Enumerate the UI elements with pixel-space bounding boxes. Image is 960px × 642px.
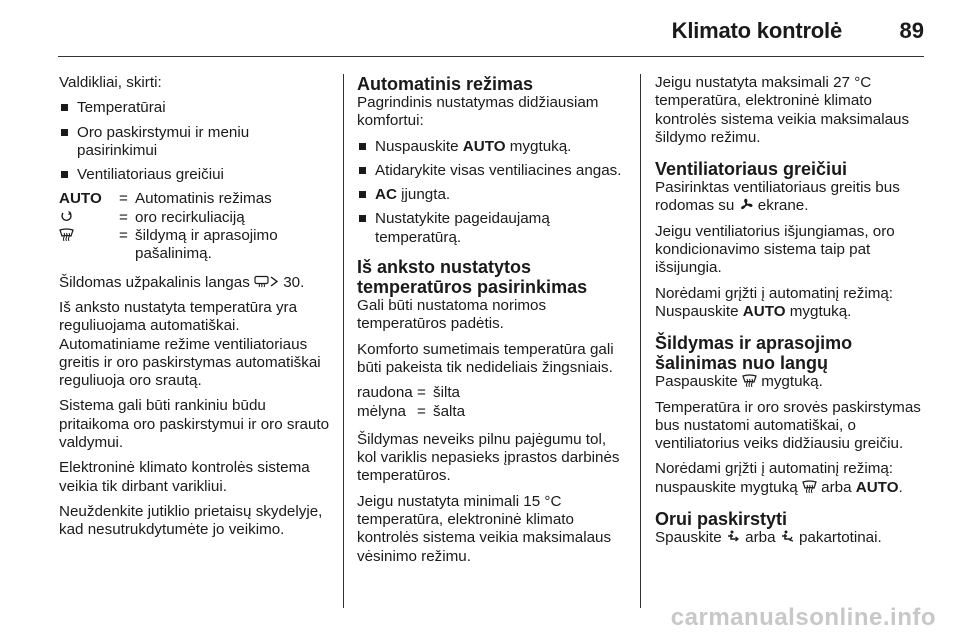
legend-value: šilta	[433, 384, 461, 402]
text: mygtuką.	[756, 373, 823, 391]
heading-defrost	[655, 333, 927, 373]
auto-label: AUTO	[742, 302, 786, 320]
fan-icon	[739, 198, 754, 211]
watermark: carmanualsonline.info	[670, 604, 936, 631]
rear-window-paragraph	[59, 274, 331, 292]
rear-window-heater-icon	[254, 275, 269, 288]
auto-label: AUTO	[462, 137, 506, 155]
paragraph	[655, 373, 927, 391]
page-reference-arrow-icon	[269, 275, 279, 288]
text: Norėdami grįžti į automatinį režimą: nuspauskite mygtuką	[655, 460, 894, 496]
windshield-defrost-icon	[802, 480, 817, 493]
heading-air-distribution: Orui paskirstyti	[655, 509, 788, 530]
text: Norėdami grįžti į automatinį režimą: Nuspauskite	[655, 284, 894, 320]
recirculation-icon	[59, 210, 74, 223]
text: Šildymas ir aprasojimo	[655, 333, 853, 354]
legend-row	[357, 403, 629, 421]
heading-automatic-mode: Automatinis režimas	[357, 74, 534, 94]
legend-row-defrost	[59, 227, 331, 264]
text: arba	[816, 478, 856, 496]
text: arba	[740, 529, 780, 547]
legend-key	[59, 209, 119, 227]
legend-eq: =	[119, 227, 128, 245]
text: temperatūros pasirinkimas	[357, 277, 588, 298]
column-divider-1	[343, 74, 344, 608]
paragraph: Komforto sumetimais temperatūra gali būti pakeista tik nedideliais žingsniais.	[357, 340, 614, 376]
legend-value: oro recirkuliaciją	[135, 208, 245, 226]
column-2	[357, 74, 629, 573]
legend-eq: =	[119, 190, 128, 208]
text: Šildomas užpakalinis langas	[59, 273, 255, 291]
legend-key	[59, 227, 119, 264]
list-item: Nustatykite pageidaujamą temperatūrą.	[357, 210, 629, 247]
color-legend	[357, 384, 629, 421]
paragraph: Neuždenkite jutiklio prietaisų skydelyje, kad nesutrukdytumėte jo veikimo.	[59, 502, 323, 539]
column-divider-2	[640, 74, 641, 608]
legend-key: AUTO	[59, 190, 102, 208]
text: pakartotinai.	[794, 529, 882, 547]
text: Nuspauskite	[375, 137, 463, 155]
text: mygtuką.	[785, 302, 852, 320]
page-number: 89	[899, 18, 924, 43]
text: 30.	[279, 273, 305, 291]
text: Spauskite	[655, 529, 726, 547]
heading-fan-speed: Ventiliatoriaus greičiui	[655, 159, 848, 180]
paragraph: Šildymas neveiks pilnu pajėgumu tol, kol variklis nepasieks įprastos darbinės temperatūros.	[357, 430, 620, 485]
list-item: Oro paskirstymui ir meniu pasirinkimui	[59, 124, 331, 161]
controls-intro: Valdikliai, skirti:	[59, 74, 162, 91]
controls-list	[59, 99, 331, 184]
auto-label: AUTO	[855, 478, 899, 496]
windshield-defrost-icon	[59, 228, 74, 241]
legend-key: raudona	[357, 384, 413, 402]
paragraph: Temperatūra ir oro srovės paskirstymas bus nustatomi automatiškai, o ventiliatorius veiks didžiausiu greičiu.	[655, 398, 921, 453]
ac-label: AC	[375, 186, 397, 204]
paragraph: Gali būti nustatoma norimos temperatūros padėtis.	[357, 297, 547, 333]
legend-key: mėlyna	[357, 402, 406, 420]
paragraph: Elektroninė klimato kontrolės sistema veikia tik dirbant varikliui.	[59, 459, 310, 495]
paragraph	[655, 179, 927, 216]
list-item: Atidarykite visas ventiliacines angas.	[357, 162, 629, 180]
air-distribution-icon	[726, 530, 741, 543]
header-divider	[58, 56, 924, 57]
symbol-legend	[59, 190, 331, 263]
automatic-mode-list	[357, 138, 629, 247]
paragraph	[655, 460, 927, 497]
list-item	[357, 186, 629, 204]
paragraph: Jeigu nustatyta maksimali 27 °C temperatūra, elektroninė klimato kontrolės sistema veikia maksimalaus šildymo režimu.	[655, 74, 910, 146]
legend-eq: =	[119, 208, 128, 226]
paragraph	[655, 529, 927, 547]
text: Paspauskite	[655, 373, 742, 391]
list-item	[357, 138, 629, 156]
text: .	[898, 478, 903, 496]
page-header	[0, 0, 960, 58]
text: šalinimas nuo langų	[655, 353, 829, 374]
column-1	[59, 74, 331, 547]
legend-row-recirculation	[59, 209, 331, 227]
paragraph	[655, 285, 927, 322]
text: ekrane.	[753, 197, 809, 215]
windshield-defrost-icon	[742, 374, 757, 387]
legend-value: šildymą ir aprasojimo pašalinimą.	[135, 227, 278, 263]
paragraph: Pagrindinis nustatymas didžiausiam komfortui:	[357, 94, 599, 130]
text: Pasirinktas ventiliatoriaus greitis bus rodomas su	[655, 179, 900, 215]
air-distribution-icon	[780, 530, 795, 543]
legend-row	[357, 384, 629, 402]
page-title: Klimato kontrolė	[671, 18, 842, 43]
paragraph: Jeigu nustatyta minimali 15 °C temperatūra, elektroninė klimato kontrolės sistema veikia maksimalaus vėsinimo režimu.	[357, 492, 612, 565]
legend-eq: =	[417, 402, 426, 420]
legend-value: Automatinis režimas	[135, 190, 272, 208]
legend-eq: =	[417, 384, 426, 402]
column-3	[655, 74, 927, 554]
paragraph: Iš anksto nustatyta temperatūra yra reguliuojama automatiškai. Automatiniame režime ventiliatoriaus greitis ir oro paskirstymas automatiškai reguliuoja oro srautą.	[59, 298, 321, 390]
text: įjungta.	[396, 186, 451, 204]
list-item: Ventiliatoriaus greičiui	[59, 166, 331, 184]
legend-row-auto	[59, 190, 331, 208]
paragraph: Jeigu ventiliatorius išjungiamas, oro kondicionavimo sistema taip pat išsijungia.	[655, 222, 895, 277]
paragraph: Sistema gali būti rankiniu būdu pritaikoma oro paskirstymui ir oro srauto valdymui.	[59, 397, 330, 452]
legend-value: šalta	[433, 402, 466, 420]
heading-preset-temperature	[357, 257, 629, 297]
text: mygtuką.	[505, 137, 572, 155]
list-item: Temperatūrai	[59, 99, 331, 117]
text: Iš anksto nustatytos	[357, 257, 532, 278]
